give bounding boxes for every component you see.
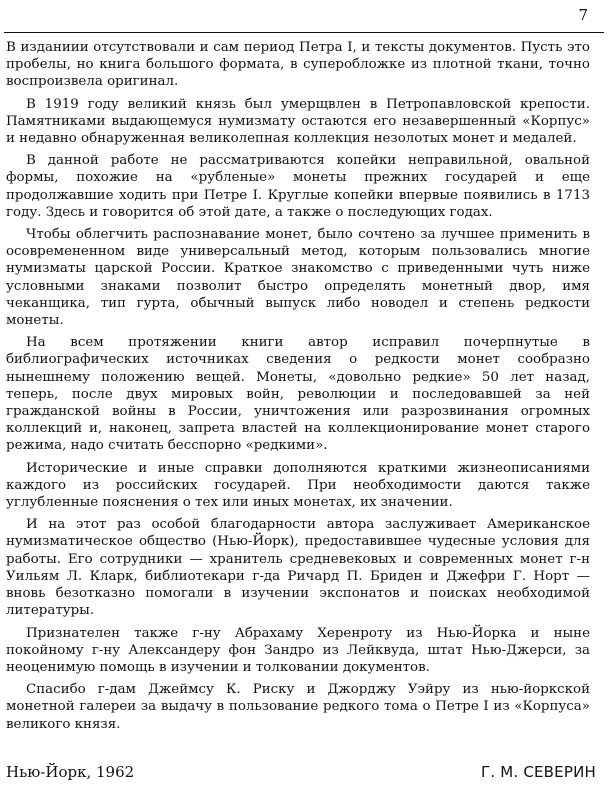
paragraph: Признателен также г-ну Абрахаму Херенроту из Нью-Йорка и ныне покойному г-ну Александеру фон Зандро из Лейквуда, штат Нью-Джерси, за неоценимую помощь в изучении и толковании документов. bbox=[6, 625, 590, 675]
author-signature: Г. М. СЕВЕРИН bbox=[480, 763, 596, 781]
paragraph: Исторические и иные справки дополняются краткими жизнеописаниями каждого из российских государей. При необходимости даются также углубленные пояснения о тех или иных монетах, их значении. bbox=[6, 460, 590, 511]
paragraph: И на этот раз особой благодарности автора заслуживает Американское нумизматическое общество (Нью-Йорк), предоставившее чудесные условия для работы. Его сотрудники — хранитель средневековых и современных монет г-н Уильям Л. Кларк, библиотекари г-да Ричард П. Бриден и Джефри Г. Норт — вновь безотказно помогали в изучении экспонатов и поисках необходимой литературы. bbox=[6, 517, 590, 619]
paragraph: Спасибо г-дам Джеймсу К. Риску и Джорджу Уэйру из нью-йоркской монетной галереи за выдачу в пользование редкого тома о Петре I из «Корпуса» великого князя. bbox=[6, 682, 590, 732]
paragraph: Чтобы облегчить распознавание монет, было сочтено за лучшее применить в осовремененном виде универсальный метод, которым пользовались многие нумизматы царской России. Краткое знакомство с приведенными чуть ниже условными знаками позволит быстро определять монетный двор, имя чеканщика, тип гурта, обычный выпуск либо новодел и степень редкости монеты. bbox=[6, 227, 590, 329]
top-rule bbox=[4, 32, 604, 33]
body-text bbox=[6, 39, 590, 738]
place-date: Нью-Йорк, 1962 bbox=[6, 763, 135, 781]
paragraph: В 1919 году великий князь был умерщвлен в Петропавловской крепости. Памятниками выдающемуся нумизмату остаются его незавершенный «Корпус» и недавно обнаруженная великолепная коллекция незолотых монет и медалей. bbox=[6, 96, 590, 147]
page-number: 7 bbox=[578, 6, 588, 24]
paragraph: В изданиии отсутствовали и сам период Петра I, и тексты документов. Пусть это пробелы, но книга большого формата, в суперобложке из плотной ткани, точно воспроизвела оригинал. bbox=[6, 40, 590, 90]
paragraph: На всем протяжении книги автор исправил почерпнутые в библиографических источниках сведения о редкости монет сообразно нынешнему положению вещей. Монеты, «довольно редкие» 50 лет назад, теперь, после двух мировых войн, революции и последовавшей за ней гражданской войны в России, уничтожения или разрозвинания огромных коллекций и, наконец, запрета властей на коллекционирование монет старого режима, надо считать бесспорно «редкими». bbox=[6, 335, 590, 454]
paragraph: В данной работе не рассматриваются копейки неправильной, овальной формы, похожие на «рубленые» монеты прежних государей и еще продолжавшие ходить при Петре I. Круглые копейки впервые появились в 1713 году. Здесь и говорится об этой дате, а также о последующих годах. bbox=[6, 153, 590, 220]
